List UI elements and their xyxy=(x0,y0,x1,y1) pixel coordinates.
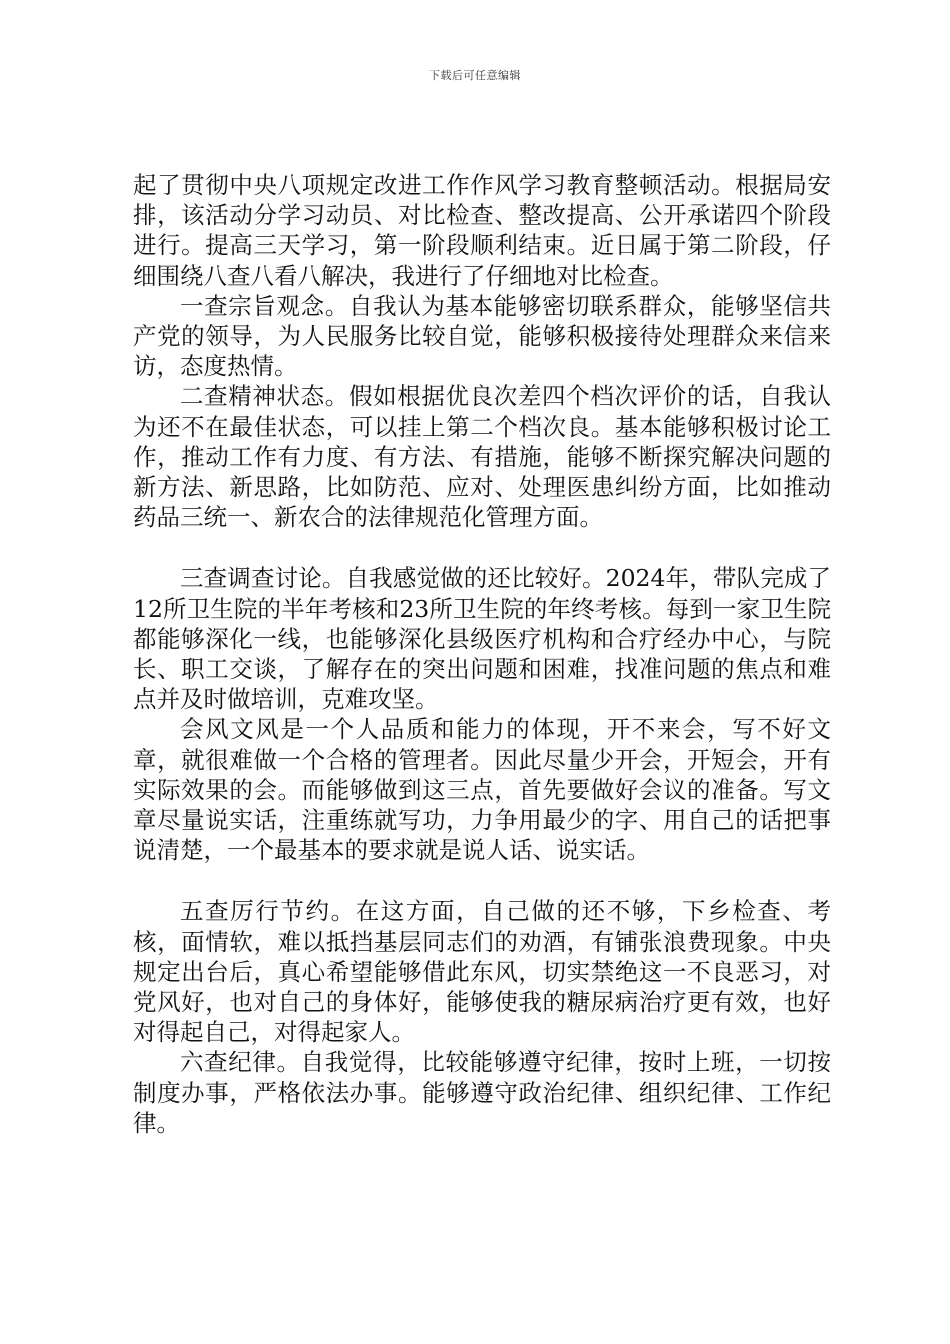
paragraph-research: 三查调查讨论。自我感觉做的还比较好。2024年，带队完成了12所卫生院的半年考核和23所卫生院的年终考核。每到一家卫生院都能够深化一线，也能够深化县级医疗机构和合疗经办中心，与院长、职工交谈，了解存在的突出问题和困难，找准问题的焦点和难点并及时做培训，克难攻坚。 xyxy=(133,564,831,714)
paragraph-meeting-style: 会风文风是一个人品质和能力的体现，开不来会，写不好文章，就很难做一个合格的管理者。因此尽量少开会，开短会，开有实际效果的会。而能够做到这三点，首先要做好会议的准备。写文章尽量说实话，注重练就写功，力争用最少的字、用自己的话把事说清楚，一个最基本的要求就是说人话、说实话。 xyxy=(133,715,831,865)
document-body xyxy=(133,170,831,1138)
paragraph-discipline: 六查纪律。自我觉得，比较能够遵守纪律，按时上班，一切按制度办事，严格依法办事。能够遵守政治纪律、组织纪律、工作纪律。 xyxy=(133,1048,831,1137)
page-header-note: 下载后可任意编辑 xyxy=(429,69,521,82)
paragraph-purpose: 一查宗旨观念。自我认为基本能够密切联系群众，能够坚信共产党的领导，为人民服务比较自觉，能够积极接待处理群众来信来访，态度热情。 xyxy=(133,291,831,381)
paragraph-spirit: 二查精神状态。假如根据优良次差四个档次评价的话，自我认为还不在最佳状态，可以挂上第二个档次良。基本能够积极讨论工作，推动工作有力度、有方法、有措施，能够不断探究解决问题的新方法、新思路，比如防范、应对、处理医患纠纷方面，比如推动药品三统一、新农合的法律规范化管理方面。 xyxy=(133,382,831,532)
paragraph-intro: 起了贯彻中央八项规定改进工作作风学习教育整顿活动。根据局安排，该活动分学习动员、对比检查、整改提高、公开承诺四个阶段进行。提高三天学习，第一阶段顺利结束。近日属于第二阶段，仔细围绕八查八看八解决，我进行了仔细地对比检查。 xyxy=(133,171,831,290)
paragraph-frugality: 五查厉行节约。在这方面，自己做的还不够，下乡检查、考核，面情软，难以抵挡基层同志们的劝酒，有铺张浪费现象。中央规定出台后，真心希望能够借此东风，切实禁绝这一不良恶习，对党风好，也对自己的身体好，能够使我的糖尿病治疗更有效，也好对得起自己，对得起家人。 xyxy=(133,897,831,1047)
